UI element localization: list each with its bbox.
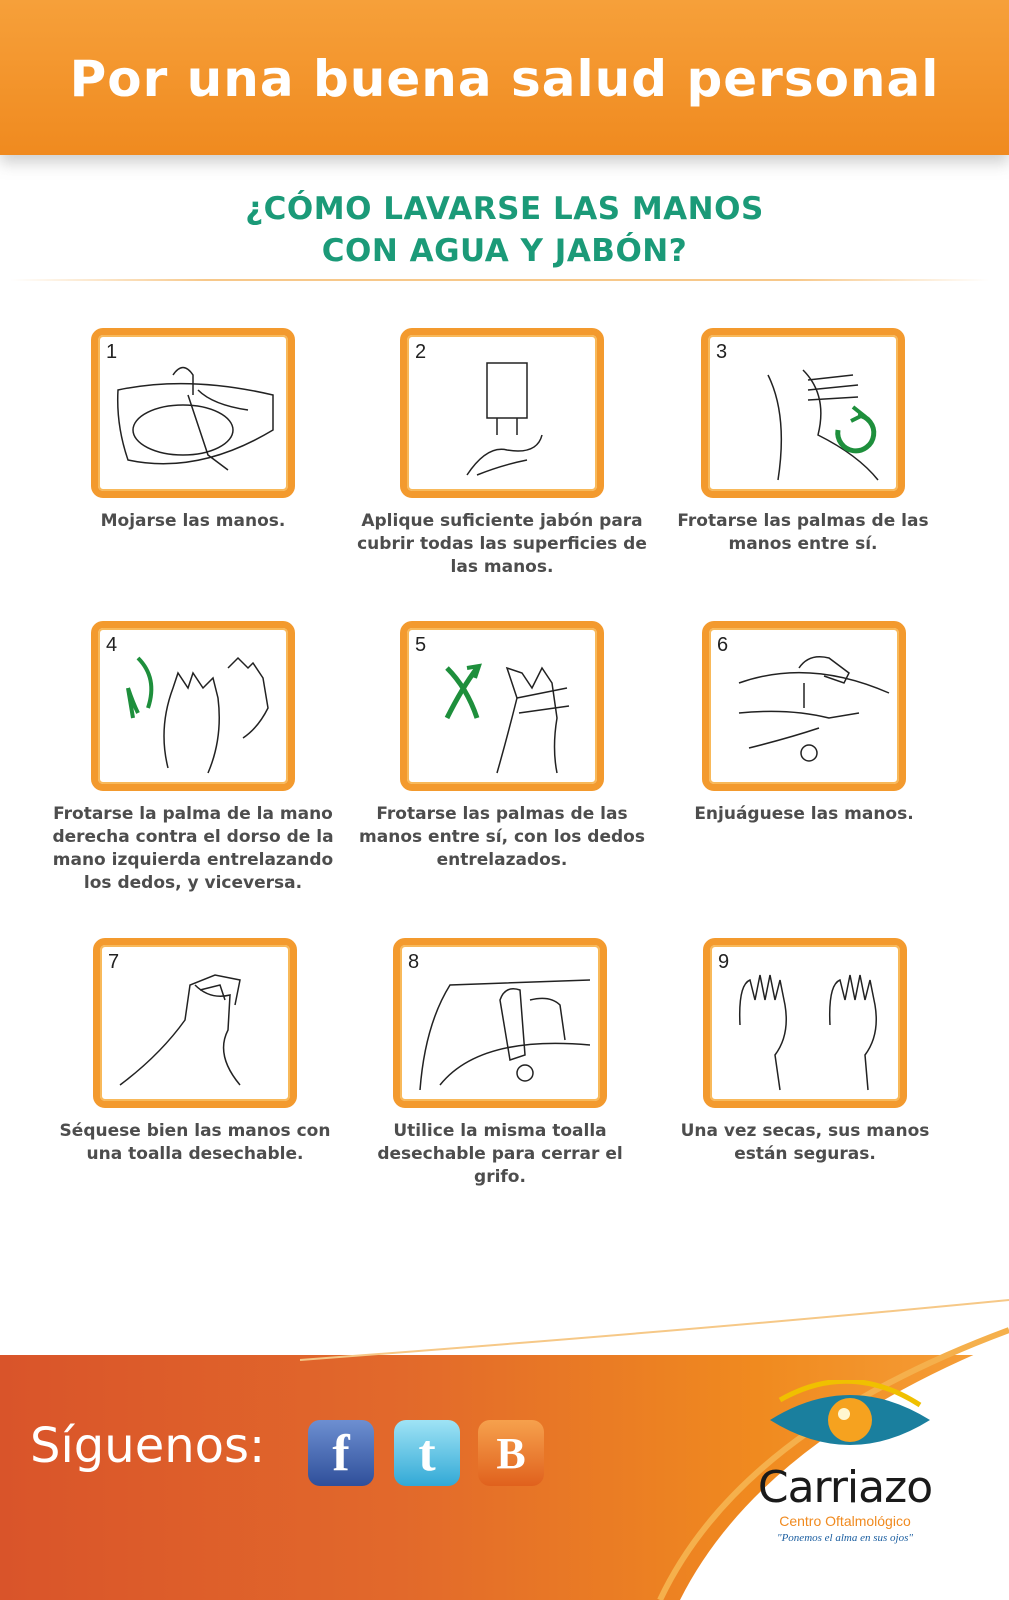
rinse-hands-icon — [709, 628, 899, 784]
header-banner — [0, 0, 1009, 155]
facebook-icon[interactable]: f — [308, 1420, 374, 1486]
step-number: 9 — [718, 951, 730, 973]
step-frame — [91, 621, 295, 791]
step-caption: Utilice la misma toalla desechable para cerrar el grifo. — [377, 1121, 623, 1187]
step-number: 6 — [717, 634, 729, 656]
step-number: 8 — [408, 951, 420, 973]
clean-hands-icon — [710, 945, 900, 1101]
step-frame — [93, 938, 297, 1108]
step-caption: Frotarse la palma de la mano derecha contra el dorso de la mano izquierda entrelazando los dedos, y viceversa. — [52, 804, 334, 893]
step-2 — [352, 328, 652, 579]
step-6 — [654, 621, 954, 826]
step-4 — [43, 621, 343, 895]
step-9 — [655, 938, 955, 1166]
step-frame — [91, 328, 295, 498]
step-caption: Una vez secas, sus manos están seguras. — [680, 1121, 930, 1164]
step-3 — [653, 328, 953, 556]
step-number: 1 — [106, 341, 118, 363]
step-7 — [45, 938, 345, 1166]
hands-under-faucet-icon — [98, 335, 288, 491]
interlaced-fingers-icon — [407, 628, 597, 784]
step-caption: Mojarse las manos. — [100, 511, 286, 531]
step-frame — [400, 621, 604, 791]
dry-with-towel-icon — [100, 945, 290, 1101]
brand-name: Carriazo — [757, 1462, 933, 1513]
subtitle-line-2: CON AGUA Y JABÓN? — [321, 233, 688, 269]
subtitle-line-1: ¿CÓMO LAVARSE LAS MANOS — [245, 191, 764, 227]
step-caption: Séquese bien las manos con una toalla desechable. — [59, 1121, 331, 1164]
page-title: Por una buena salud personal — [69, 49, 940, 108]
step-number: 3 — [716, 341, 728, 363]
step-number: 4 — [106, 634, 118, 656]
step-frame — [703, 938, 907, 1108]
step-caption: Frotarse las palmas de las manos entre sí. — [677, 511, 929, 554]
step-number: 5 — [415, 634, 427, 656]
step-number: 7 — [108, 951, 120, 973]
twitter-icon[interactable]: t — [394, 1420, 460, 1486]
step-8 — [350, 938, 650, 1189]
follow-label: Síguenos: — [30, 1418, 266, 1474]
step-caption: Aplique suficiente jabón para cubrir todas las superficies de las manos. — [357, 511, 647, 577]
step-frame — [701, 328, 905, 498]
step-caption: Frotarse las palmas de las manos entre sí, con los dedos entrelazados. — [359, 804, 645, 870]
step-number: 2 — [415, 341, 427, 363]
step-caption: Enjuáguese las manos. — [694, 804, 914, 824]
step-frame — [702, 621, 906, 791]
step-5 — [352, 621, 652, 872]
step-frame — [393, 938, 607, 1108]
rub-back-of-hand-icon — [98, 628, 288, 784]
step-frame — [400, 328, 604, 498]
close-faucet-icon — [400, 945, 590, 1101]
brand-subtitle: Centro Oftalmológico — [779, 1513, 911, 1529]
brand-tagline: "Ponemos el alma en sus ojos" — [776, 1532, 914, 1544]
section-subtitle — [0, 188, 1009, 272]
divider — [10, 279, 990, 281]
step-1 — [43, 328, 343, 533]
blogger-icon[interactable]: B — [478, 1420, 544, 1486]
soap-dispenser-icon — [407, 335, 597, 491]
rub-palms-icon — [708, 335, 898, 491]
